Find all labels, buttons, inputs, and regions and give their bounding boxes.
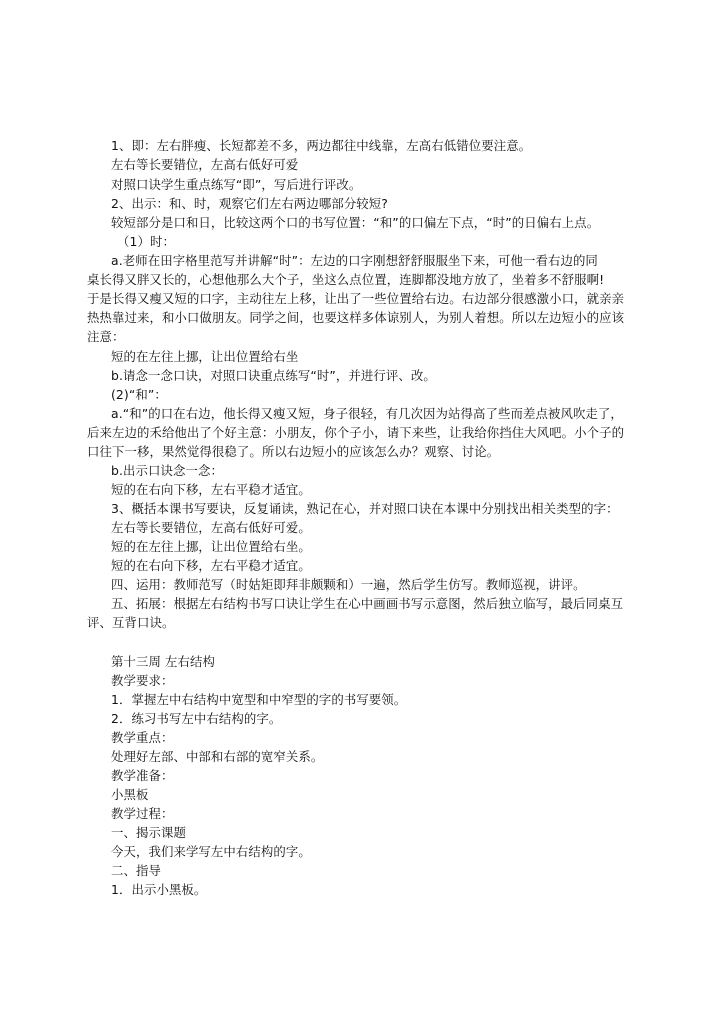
text-line: 五、拓展：根据左右结构书写口诀让学生在心中画画书写示意图，然后独立临写，最后同桌互 [111, 596, 624, 611]
text-line: 对照口诀学生重点练写“即”，写后进行评改。 [111, 177, 362, 192]
text-line: 短的在左往上挪，让出位置给右坐。 [111, 539, 311, 554]
text-line: 二、指导 [111, 863, 161, 878]
text-line: 2．练习书写左中右结构的字。 [111, 711, 282, 726]
text-line: （1）时： [117, 234, 175, 249]
text-line: 短的在左往上挪，让出位置给右坐 [111, 349, 299, 364]
text-line: b.请念一念口诀，对照口诀重点练写“时”，并进行评、改。 [111, 368, 436, 383]
text-line: 四、运用：教师范写（时姑矩即拜非颇颗和）一遍，然后学生仿写。教师巡视，讲评。 [111, 577, 586, 592]
text-line: 短的在右向下移，左右平稳才适宜。 [111, 558, 311, 573]
text-line: 教学重点： [111, 730, 174, 745]
text-line: a.“和”的口在右边，他长得又瘦又短，身子很轻，有几次因为站得高了些而差点被风吹走了， [111, 406, 623, 421]
text-line: 一、揭示课题 [111, 825, 186, 840]
text-line: 2、出示：和、时，观察它们左右两边哪部分较短? [111, 196, 388, 211]
text-line: b.出示口诀念一念： [111, 463, 223, 478]
text-line: 于是长得又瘦又短的口字，主动往左上移，让出了一些位置给右边。右边部分很感激小口，就亲亲 [87, 291, 625, 306]
text-line: 小黑板 [111, 787, 149, 802]
text-line: 1．掌握左中右结构中宽型和中窄型的字的书写要领。 [111, 692, 407, 707]
text-line: 桌长得又胖又长的，心想他那么大个子，坐这么点位置，连脚都没地方放了，坐着多不舒服啊! [87, 272, 605, 287]
text-line: 较短部分是口和日，比较这两个口的书写位置：“和”的口偏左下点，“时”的日偏右上点。 [111, 215, 600, 230]
text-line: 口往下一移，果然觉得很稳了。所以右边短小的应该怎么办？观察、讨论。 [87, 444, 500, 459]
text-line: 教学要求： [111, 673, 174, 688]
text-line: 1、即：左右胖瘦、长短都差不多，两边都往中线靠，左高右低错位要注意。 [111, 138, 532, 153]
section-title: 第十三周 左右结构 [111, 654, 215, 669]
text-line: (2)“和”： [111, 387, 167, 402]
text-line: 今天，我们来学写左中右结构的字。 [111, 844, 311, 859]
text-line: 处理好左部、中部和右部的宽窄关系。 [111, 749, 324, 764]
text-line: a.老师在田字格里范写并讲解“时”：左边的口字刚想舒舒服服坐下来，可他一看右边的同 [111, 253, 598, 268]
text-line: 后来左边的禾给他出了个好主意：小朋友，你个子小，请下来些，让我给你挡住大风吧。小个子的 [87, 425, 625, 440]
text-line: 左右等长要错位，左高右低好可爱 [111, 157, 299, 172]
text-line: 3、概括本课书写要诀，反复诵读，熟记在心，并对照口诀在本课中分别找出相关类型的字： [111, 501, 619, 516]
text-line: 注意： [87, 329, 125, 344]
text-line: 左右等长要错位，左高右低好可爱。 [111, 520, 311, 535]
text-line: 教学准备： [111, 768, 174, 783]
text-line: 教学过程： [111, 806, 174, 821]
text-line: 评、互背口诀。 [87, 615, 175, 630]
text-line: 热热靠过来，和小口做朋友。同学之间，也要这样多体谅别人，为别人着想。所以左边短小的应该 [87, 310, 625, 325]
text-line: 短的在右向下移，左右平稳才适宜。 [111, 482, 311, 497]
text-line: 1．出示小黑板。 [111, 882, 207, 897]
